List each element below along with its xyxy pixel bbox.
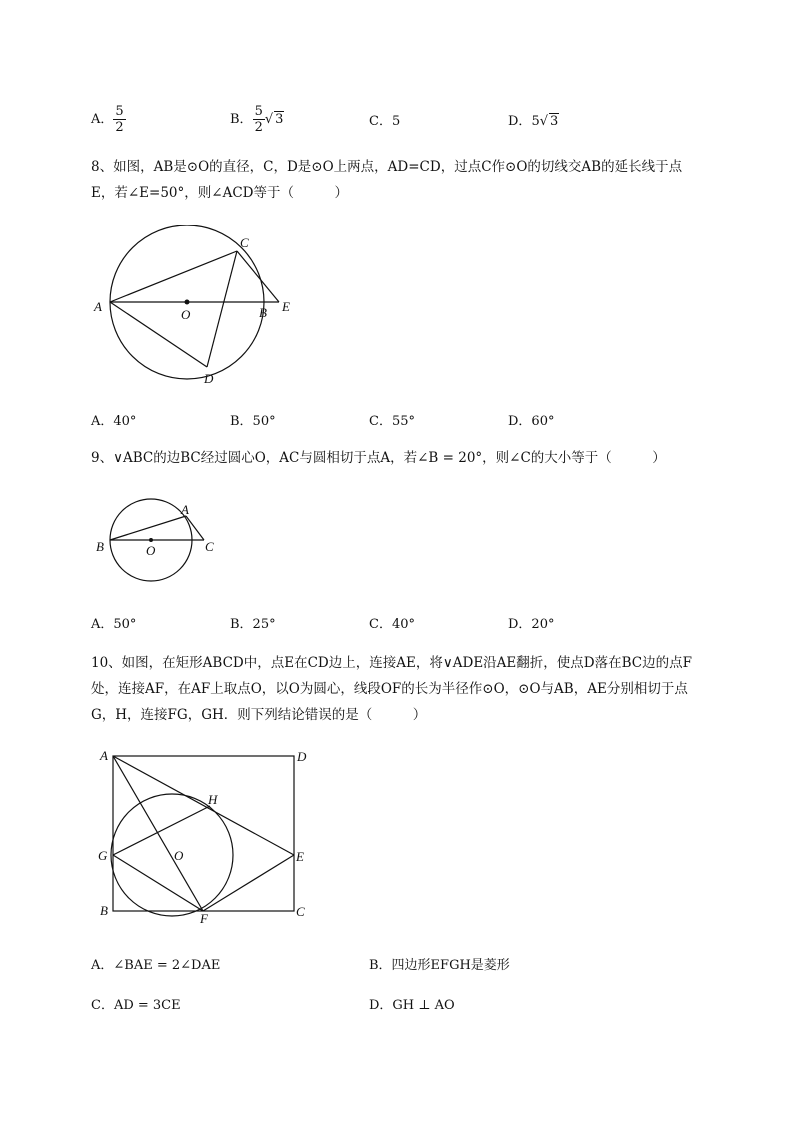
- q10-stem-line1: 10、如图，在矩形ABCD中，点E在CD边上，连接AE，将∨ADE沿AE翻折，使点D落在BC边的点F: [91, 655, 692, 671]
- q9-stem-line1: 9、∨ABC的边BC经过圆心O，AC与圆相切于点A，若∠B = 20°，则∠C的大小等于（ ）: [91, 450, 666, 466]
- q8-figure: [90, 225, 310, 395]
- q8-line-ce: [237, 251, 279, 302]
- q7-option-d: D．5√ 3: [508, 114, 559, 129]
- q8-option-b: B．50°: [230, 414, 276, 429]
- q9-stem: [91, 445, 731, 471]
- q10-label-d: D: [297, 749, 307, 764]
- q8-stem: [91, 154, 731, 206]
- q10-label-f: F: [200, 911, 208, 926]
- q10-line-ae: [113, 756, 294, 855]
- q10-rectangle: [113, 756, 294, 911]
- q8-line-ad: [110, 302, 207, 367]
- q8-label-e: E: [282, 299, 290, 314]
- q10-label-a: A: [100, 748, 108, 763]
- q8-label-a: A: [94, 299, 102, 314]
- q10-label-h: H: [208, 792, 218, 807]
- q9-label-a: A: [181, 502, 189, 517]
- q10-line-gf: [113, 855, 203, 911]
- q8-label-o: O: [181, 307, 191, 322]
- q10-figure: [90, 745, 320, 930]
- q7-option-a: A． $\frac{5}{2}$: [91, 104, 124, 135]
- q10-label-e: E: [296, 849, 304, 864]
- q10-option-a: A．∠BAE = 2∠DAE: [91, 958, 221, 973]
- q8-option-a: A．40°: [91, 414, 137, 429]
- q9-label-c: C: [205, 539, 214, 554]
- q8-stem-line1: 8、如图，AB是⊙O的直径，C，D是⊙O上两点，AD=CD，过点C作⊙O的切线交AB的延长线于点: [91, 159, 683, 175]
- q9-option-a: A．50°: [91, 617, 137, 632]
- q8-stem-line2: E，若∠E=50°，则∠ACD等于（ ）: [91, 185, 348, 201]
- q8-label-b: B: [259, 305, 267, 320]
- q10-label-c: C: [296, 904, 305, 919]
- q9-line-ba: [110, 516, 186, 540]
- q9-center-dot: [149, 538, 153, 542]
- q10-label-b: B: [100, 903, 108, 918]
- q8-label-d: D: [204, 371, 214, 386]
- q9-figure: [90, 495, 230, 590]
- q10-stem: [91, 650, 731, 728]
- q9-label-b: B: [96, 539, 104, 554]
- fraction: $\frac{5}{2}$: [115, 104, 124, 135]
- q8-option-d: D．60°: [508, 414, 555, 429]
- q9-option-d: D．20°: [508, 617, 555, 632]
- q8-center-dot: [185, 300, 190, 305]
- q10-option-c: C．AD = 3CE: [91, 998, 181, 1013]
- q10-line-af: [113, 756, 203, 911]
- q7-option-c: C．5: [369, 114, 401, 129]
- q10-line-fe: [203, 855, 294, 911]
- q10-stem-line2: 处，连接AF，在AF上取点O，以O为圆心，线段OF的长为半径作⊙O，⊙O与AB，AE分别相切于点: [91, 681, 688, 697]
- q10-label-o: O: [174, 848, 184, 863]
- q9-line-ac: [186, 516, 204, 540]
- q10-label-g: G: [98, 848, 108, 863]
- q8-label-c: C: [240, 235, 249, 250]
- q9-label-o: O: [146, 543, 156, 558]
- q8-option-c: C．55°: [369, 414, 415, 429]
- fraction: $\frac{5}{2}$: [254, 104, 263, 135]
- q9-option-b: B．25°: [230, 617, 276, 632]
- q8-line-cd: [207, 251, 237, 367]
- q10-option-b: B．四边形EFGH是菱形: [369, 958, 510, 973]
- q8-line-ac: [110, 251, 237, 302]
- q7-option-b: B． $\frac{5}{2}$ √ 3: [230, 104, 284, 135]
- q10-stem-line3: G，H，连接FG，GH．则下列结论错误的是（ ）: [91, 707, 427, 723]
- q10-option-d: D．GH ⊥ AO: [369, 998, 455, 1013]
- q9-option-c: C．40°: [369, 617, 415, 632]
